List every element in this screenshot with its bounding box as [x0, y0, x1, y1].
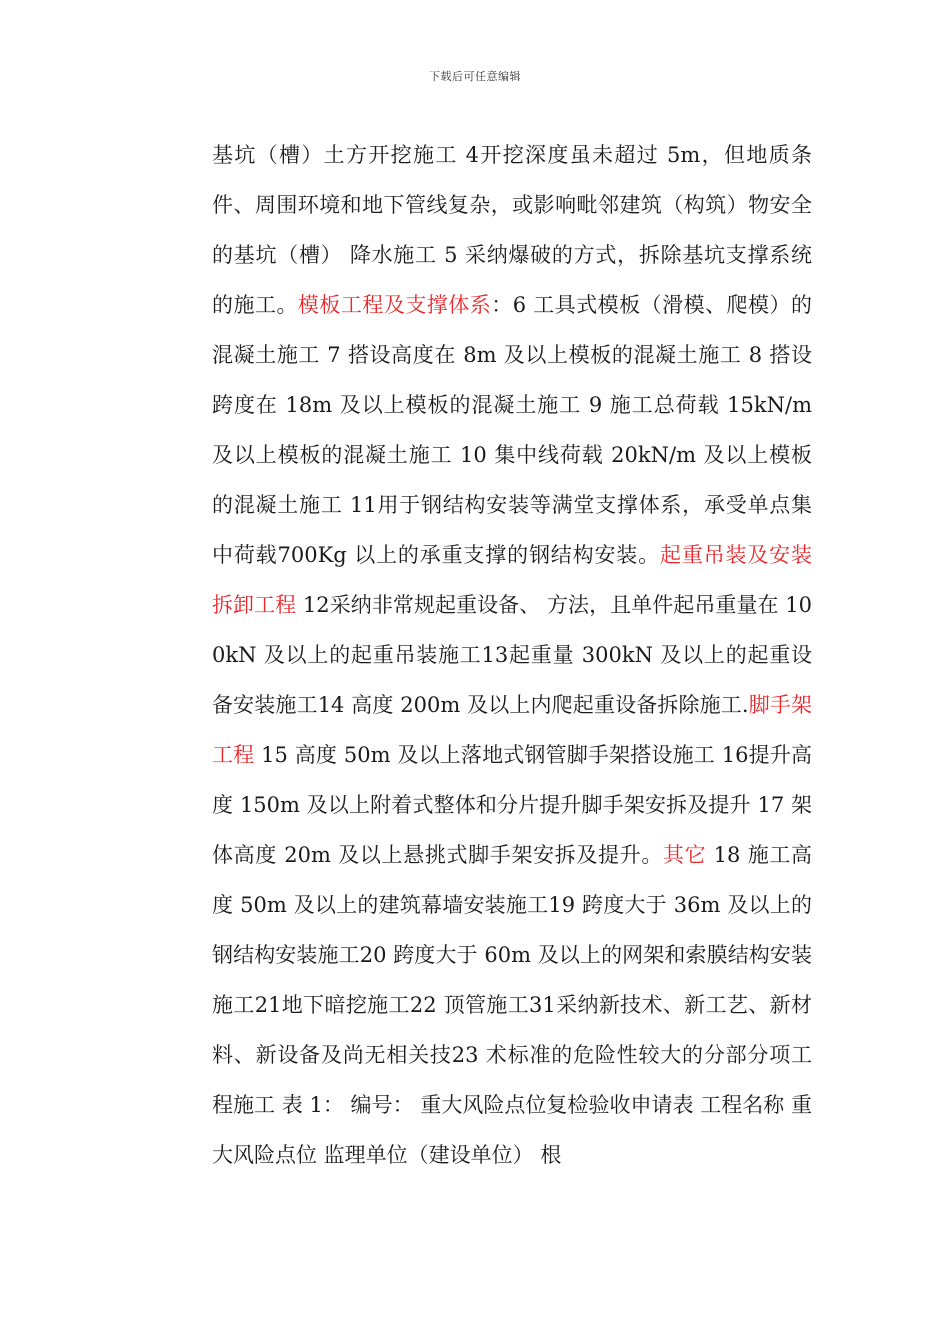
page-header: 下载后可任意编辑	[429, 70, 521, 83]
section-heading-scaffold: 脚手架工程	[212, 693, 813, 767]
body-segment-scaffold: 15 高度 50m 及以上落地式钢管脚手架搭设施工 16提升高度 150m 及以上附着式整体和分片提升脚手架安拆及提升 17 架体高度 20m 及以上悬挑式脚手架安拆及提升。	[212, 743, 813, 867]
body-segment-excavation: 基坑（槽）土方开挖施工 4开挖深度虽未超过 5m，但地质条件、周围环境和地下管线复杂，或影响毗邻建筑（构筑）物安全的基坑（槽） 降水施工 5 采纳爆破的方式，拆除基坑支撑系统的施工。	[212, 143, 812, 317]
section-heading-lifting: 起重吊装及安装拆卸工程	[212, 543, 813, 617]
body-segment-formwork: ：6 工具式模板（滑模、爬模）的混凝土施工 7 搭设高度在 8m 及以上模板的混凝土施工 8 搭设跨度在 18m 及以上模板的混凝土施工 9 施工总荷载 15kN/m 及以上模板的混凝土施工 10 集中线荷载 20kN/m 及以上模板的混凝土施工 11用于钢结构安装等满堂支撑体系，承受单点集中荷载700Kg 以上的承重支撑的钢结构安装。	[212, 293, 813, 567]
body-segment-lifting: 12采纳非常规起重设备、 方法，且单件起吊重量在 100kN 及以上的起重吊装施工13起重量 300kN 及以上的起重设备安装施工14 高度 200m 及以上内爬起重设备拆除施工.	[212, 593, 813, 717]
section-heading-other: 其它	[663, 843, 707, 867]
body-paragraph	[212, 130, 812, 1180]
body-segment-other: 18 施工高度 50m 及以上的建筑幕墙安装施工19 跨度大于 36m 及以上的钢结构安装施工20 跨度大于 60m 及以上的网架和索膜结构安装施工21地下暗挖施工22 顶管施工31采纳新技术、新工艺、新材料、新设备及尚无相关技23 术标准的危险性较大的分部分项工程施工 表 1： 编号： 重大风险点位复检验收申请表 工程名称 重大风险点位 监理单位（建设单位） 根	[212, 843, 813, 1167]
section-heading-formwork: 模板工程及支撑体系	[297, 293, 492, 317]
